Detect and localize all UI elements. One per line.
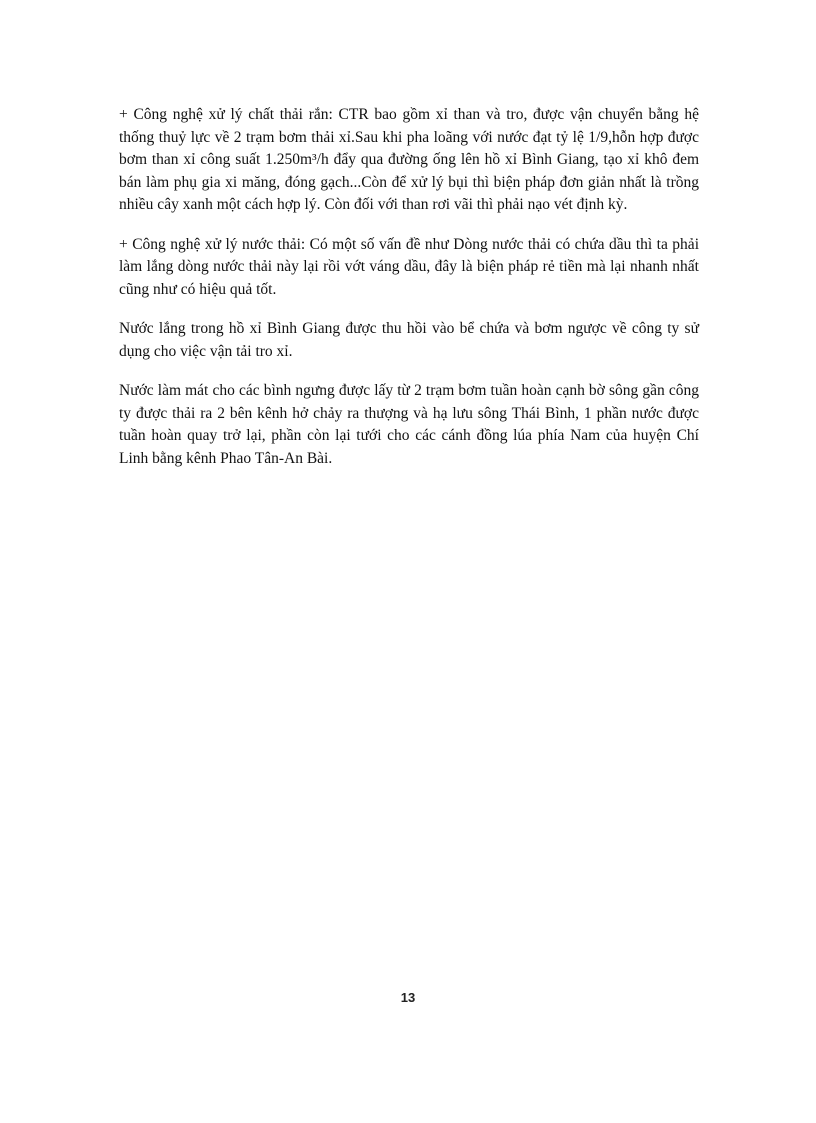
paragraph-wastewater-treatment: + Công nghệ xử lý nước thải: Có một số vấn đề như Dòng nước thải có chứa dầu thì ta phải làm lắng dòng nước thải này lại rồi vớt váng dầu, đây là biện pháp rẻ tiền mà lại nhanh nhất cũng như có hiệu quả tốt.	[119, 235, 699, 298]
paragraph-settled-water-recovery: Nước lắng trong hồ xỉ Bình Giang được thu hồi vào bể chứa và bơm ngược về công ty sử dụng cho việc vận tải tro xỉ.	[119, 320, 699, 360]
page-number: 13	[400, 990, 416, 1005]
paragraph-cooling-water: Nước làm mát cho các bình ngưng được lấy từ 2 trạm bơm tuần hoàn cạnh bờ sông gần công ty được thải ra 2 bên kênh hở chảy ra thượng và hạ lưu sông Thái Bình, 1 phần nước được tuần hoàn quay trở lại, phần còn lại tưới cho các cánh đồng lúa phía Nam của huyện Chí Linh bằng kênh Phao Tân-An Bài.	[119, 382, 699, 467]
page-body	[119, 104, 699, 470]
paragraph-solid-waste-treatment: + Công nghệ xử lý chất thải rắn: CTR bao gồm xỉ than và tro, được vận chuyển bằng hệ thống thuỷ lực về 2 trạm bơm thải xỉ.Sau khi pha loãng với nước đạt tỷ lệ 1/9,hỗn hợp được bơm than xỉ công suất 1.250m³/h đẩy qua đường ống lên hồ xỉ Bình Giang, tạo xỉ khô đem bán làm phụ gia xi măng, đóng gạch...Còn để xử lý bụi thì biện pháp đơn giản nhất là trồng nhiều cây xanh một cách hợp lý. Còn đối với than rơi vãi thì phải nạo vét định kỳ.	[119, 106, 699, 213]
